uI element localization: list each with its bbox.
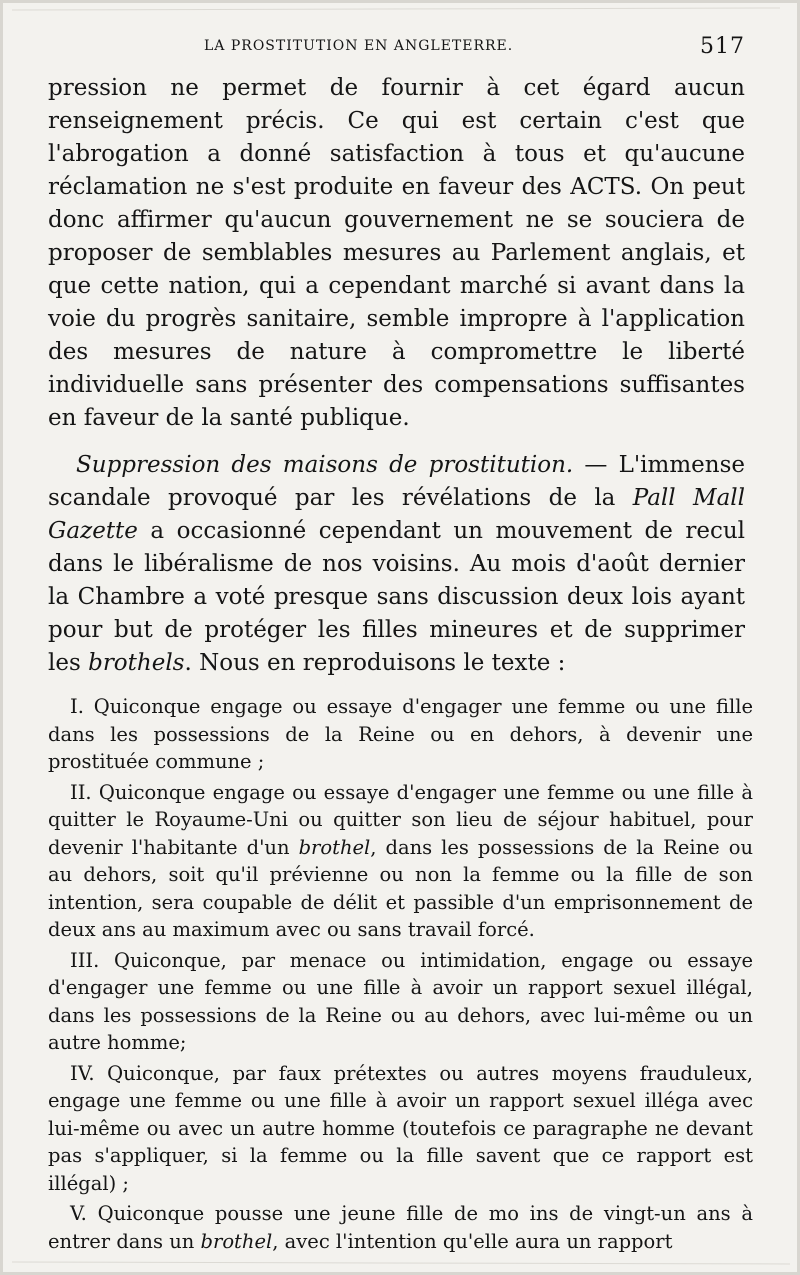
term-brothel: brothel <box>298 835 371 859</box>
statute-item-1: I. Quiconque engage ou essaye d'engager une femme ou une fille dans les possessions de la Reine ou en dehors, à devenir une prostituée commune ; <box>48 695 753 773</box>
section-heading: Suppression des maisons de prostitution. <box>76 452 574 478</box>
statute-text-part: , avec l'intention qu'elle aura un rapport <box>272 1229 673 1253</box>
term-brothel: brothel <box>200 1229 273 1253</box>
paragraph-text: — L'immense scandale provoqué par les révélations de la <box>48 452 745 511</box>
statute-item-2 <box>48 779 753 944</box>
statute-text-part: V. Quiconque pousse une jeune fille de mo ins de vingt-un ans à entrer dans un <box>48 1202 753 1253</box>
paragraph-suppression <box>48 449 745 680</box>
statute-text-part: II. Quiconque engage ou essaye d'engager une femme ou une fille à quitter le Royaume-Uni ou quitter son lieu de séjour habituel, pour devenir l'habitante d'un <box>48 780 753 859</box>
term-brothels: brothels <box>88 650 185 676</box>
page-number: 517 <box>700 34 745 59</box>
running-title: LA PROSTITUTION EN ANGLETERRE. <box>204 38 514 54</box>
statute-item-4: IV. Quiconque, par faux prétextes ou autres moyens frauduleux, engage une femme ou une fille à avoir un rapport sexuel illéga avec lui-même ou avec un autre homme (toutefois ce paragraphe ne devant pas s'appliquer, si la femme ou la fille savent que ce rapport est illégal) ; <box>48 1061 753 1195</box>
statute-text <box>48 693 753 1258</box>
statute-text-part: , dans les possessions de la Reine ou au dehors, soit qu'il prévienne ou non la femme ou la fille de son intention, sera coupable de délit et passible d'un emprisonnement de deux ans au maximum avec ou sans travail forcé. <box>48 835 754 941</box>
statute-item-3: III. Quiconque, par menace ou intimidation, engage ou essaye d'engager une femme ou une fille à avoir un rapport sexuel illégal, dans les possessions de la Reine ou au dehors, avec lui-même ou un autre homme; <box>48 948 753 1054</box>
paragraph-text: . Nous en reproduisons le texte : <box>184 650 566 676</box>
statute-item-5 <box>48 1200 753 1255</box>
paragraph-acts: pression ne permet de fournir à cet égard aucun renseignement précis. Ce qui est certain c'est que l'abrogation a donné satisfaction à tous et qu'aucune réclamation ne s'est produite en faveur des ACTS. On peut donc affirmer qu'aucun gouvernement ne se souciera de proposer de semblables mesures au Parlement anglais, et que cette nation, qui a cependant marché si avant dans la voie du progrès sanitaire, semble impropre à l'application des mesures de nature à compromettre le liberté individuelle sans présenter des compensations suffisantes en faveur de la santé publique. <box>48 75 745 431</box>
page-header <box>48 36 745 62</box>
body-text <box>48 72 745 680</box>
paragraph-text: a occasionné cependant un mouvement de recul dans le libéralisme de nos voisins. Au mois d'août dernier la Chambre a voté presque sans discussion deux lois ayant pour but de protéger les filles mineures et de supprimer les <box>48 518 745 676</box>
journal-title: Pall Mall Gazette <box>48 485 746 544</box>
